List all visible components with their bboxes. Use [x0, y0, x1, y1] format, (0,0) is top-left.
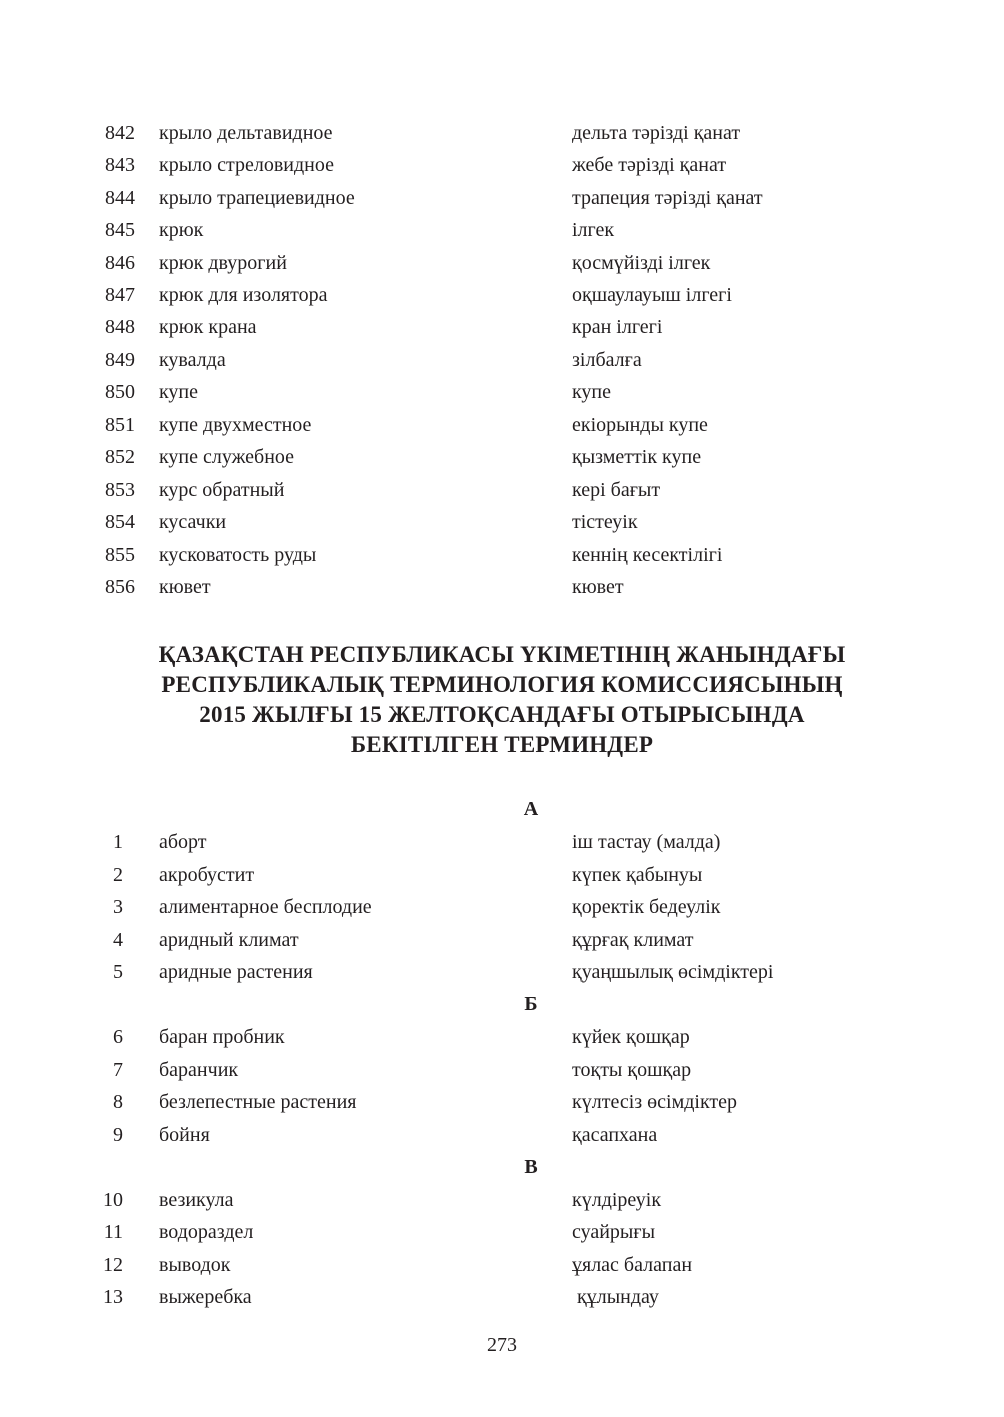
- entry-number: 3: [113, 896, 123, 918]
- russian-term: выводок: [159, 1254, 231, 1276]
- kazakh-term: кеннің кесектілігі: [572, 544, 723, 566]
- kazakh-term: күйек қошқар: [572, 1026, 690, 1048]
- russian-term: баран пробник: [159, 1026, 285, 1048]
- entry-number: 10: [103, 1189, 123, 1211]
- entry-number: 12: [103, 1254, 123, 1276]
- table-row: [0, 346, 1004, 374]
- russian-term: кусковатость руды: [159, 544, 317, 566]
- russian-term: кусачки: [159, 511, 227, 533]
- entry-number: 848: [105, 316, 135, 338]
- section-heading: [0, 640, 1004, 760]
- table-row: [0, 313, 1004, 341]
- table-row: [0, 411, 1004, 439]
- kazakh-term: құрғақ климат: [572, 929, 694, 951]
- letter-divider: В: [524, 1156, 538, 1178]
- table-row: [0, 1251, 1004, 1279]
- entry-number: 8: [113, 1091, 123, 1113]
- table-row: [0, 958, 1004, 986]
- entry-number: 6: [113, 1026, 123, 1048]
- table-row: [0, 1088, 1004, 1116]
- russian-term: аридные растения: [159, 961, 313, 983]
- heading-line: ҚАЗАҚСТАН РЕСПУБЛИКАСЫ ҮКІМЕТІНІҢ ЖАНЫНДАҒЫ: [158, 642, 846, 667]
- russian-term: выжеребка: [159, 1286, 252, 1308]
- kazakh-term: кран ілгегі: [572, 316, 663, 338]
- kazakh-term: күлтесіз өсімдіктер: [572, 1091, 738, 1113]
- entry-number: 852: [105, 446, 135, 468]
- page-number: 273: [487, 1334, 517, 1356]
- entry-number: 13: [103, 1286, 123, 1308]
- entry-number: 9: [113, 1124, 123, 1146]
- russian-term: аридный климат: [159, 929, 299, 951]
- kazakh-term: суайрығы: [572, 1221, 656, 1243]
- kazakh-term: кері бағыт: [572, 479, 661, 501]
- heading-line: РЕСПУБЛИКАЛЫҚ ТЕРМИНОЛОГИЯ КОМИССИЯСЫНЫҢ: [161, 672, 843, 697]
- table-row: [0, 861, 1004, 889]
- table-row: [0, 1283, 1004, 1311]
- kazakh-term: оқшаулауыш ілгегі: [572, 284, 732, 306]
- entry-number: 4: [113, 929, 123, 951]
- russian-term: бойня: [159, 1124, 210, 1146]
- russian-term: купе двухместное: [159, 414, 312, 436]
- kazakh-term: күлдіреуік: [572, 1189, 662, 1211]
- russian-term: баранчик: [159, 1059, 239, 1081]
- table-row: [0, 119, 1004, 147]
- table-row: [0, 573, 1004, 601]
- russian-term: крюк: [159, 219, 204, 241]
- entry-number: 843: [105, 154, 135, 176]
- table-row: [0, 508, 1004, 536]
- table-row: [0, 216, 1004, 244]
- entry-number: 5: [113, 961, 123, 983]
- entry-number: 850: [105, 381, 135, 403]
- kazakh-term: жебе тәрізді қанат: [572, 154, 727, 176]
- russian-term: везикула: [159, 1189, 234, 1211]
- kazakh-term: қосмүйізді ілгек: [572, 252, 711, 274]
- entry-number: 845: [105, 219, 135, 241]
- russian-term: алиментарное бесплодие: [159, 896, 372, 918]
- table-row: [0, 184, 1004, 212]
- table-row: [0, 1023, 1004, 1051]
- kazakh-term: тістеуік: [572, 511, 638, 533]
- entry-number: 2: [113, 864, 123, 886]
- kazakh-term: іш тастау (малда): [572, 831, 721, 853]
- russian-term: водораздел: [159, 1221, 254, 1243]
- table-row: [0, 828, 1004, 856]
- russian-term: акробустит: [159, 864, 255, 886]
- russian-term: крыло стреловидное: [159, 154, 334, 176]
- kazakh-term: қуаңшылық өсімдіктері: [572, 961, 774, 983]
- table-row: [0, 1056, 1004, 1084]
- russian-term: курс обратный: [159, 479, 285, 501]
- heading-line: 2015 ЖЫЛҒЫ 15 ЖЕЛТОҚСАНДАҒЫ ОТЫРЫСЫНДА: [199, 702, 805, 727]
- table-row: [0, 893, 1004, 921]
- kazakh-term: тоқты қошқар: [572, 1059, 692, 1081]
- kazakh-term: ұялас балапан: [572, 1254, 693, 1276]
- entry-number: 1: [113, 831, 123, 853]
- russian-term: аборт: [159, 831, 207, 853]
- kazakh-term: күпек қабынуы: [572, 864, 703, 886]
- russian-term: крюк двурогий: [159, 252, 287, 274]
- entry-number: 7: [113, 1059, 123, 1081]
- kazakh-term: қызметтік купе: [572, 446, 702, 468]
- table-row: [0, 281, 1004, 309]
- table-row: [0, 1121, 1004, 1149]
- russian-term: купе: [159, 381, 199, 403]
- table-row: [0, 1186, 1004, 1214]
- russian-term: крюк крана: [159, 316, 257, 338]
- kazakh-term: кювет: [572, 576, 624, 598]
- entry-number: 11: [103, 1221, 123, 1243]
- entry-number: 847: [105, 284, 135, 306]
- entry-number: 855: [105, 544, 135, 566]
- russian-term: кювет: [159, 576, 211, 598]
- kazakh-term: қасапхана: [572, 1124, 658, 1146]
- table-row: [0, 1218, 1004, 1246]
- entry-number: 846: [105, 252, 135, 274]
- table-row: [0, 443, 1004, 471]
- table-row: [0, 476, 1004, 504]
- entry-number: 844: [105, 187, 135, 209]
- russian-term: кувалда: [159, 349, 226, 371]
- table-row: [0, 541, 1004, 569]
- kazakh-term: купе: [572, 381, 612, 403]
- kazakh-term: құлындау: [572, 1286, 659, 1308]
- kazakh-term: ілгек: [572, 219, 615, 241]
- entry-number: 854: [105, 511, 135, 533]
- letter-divider: А: [523, 798, 539, 820]
- entry-number: 842: [105, 122, 135, 144]
- russian-term: безлепестные растения: [159, 1091, 357, 1113]
- kazakh-term: зілбалға: [572, 349, 642, 371]
- russian-term: крыло трапециевидное: [159, 187, 355, 209]
- entry-number: 849: [105, 349, 135, 371]
- table-row: [0, 249, 1004, 277]
- entry-number: 851: [105, 414, 135, 436]
- entry-number: 856: [105, 576, 135, 598]
- russian-term: крюк для изолятора: [159, 284, 328, 306]
- entry-number: 853: [105, 479, 135, 501]
- table-row: [0, 151, 1004, 179]
- heading-line: БЕКІТІЛГЕН ТЕРМИНДЕР: [350, 732, 654, 757]
- kazakh-term: дельта тәрізді қанат: [572, 122, 741, 144]
- kazakh-term: трапеция тәрізді қанат: [572, 187, 763, 209]
- russian-term: купе служебное: [159, 446, 295, 468]
- letter-divider: Б: [524, 993, 538, 1015]
- kazakh-term: екіорынды купе: [572, 414, 708, 436]
- russian-term: крыло дельтавидное: [159, 122, 333, 144]
- table-row: [0, 926, 1004, 954]
- kazakh-term: қоректік бедеулік: [572, 896, 721, 918]
- table-row: [0, 378, 1004, 406]
